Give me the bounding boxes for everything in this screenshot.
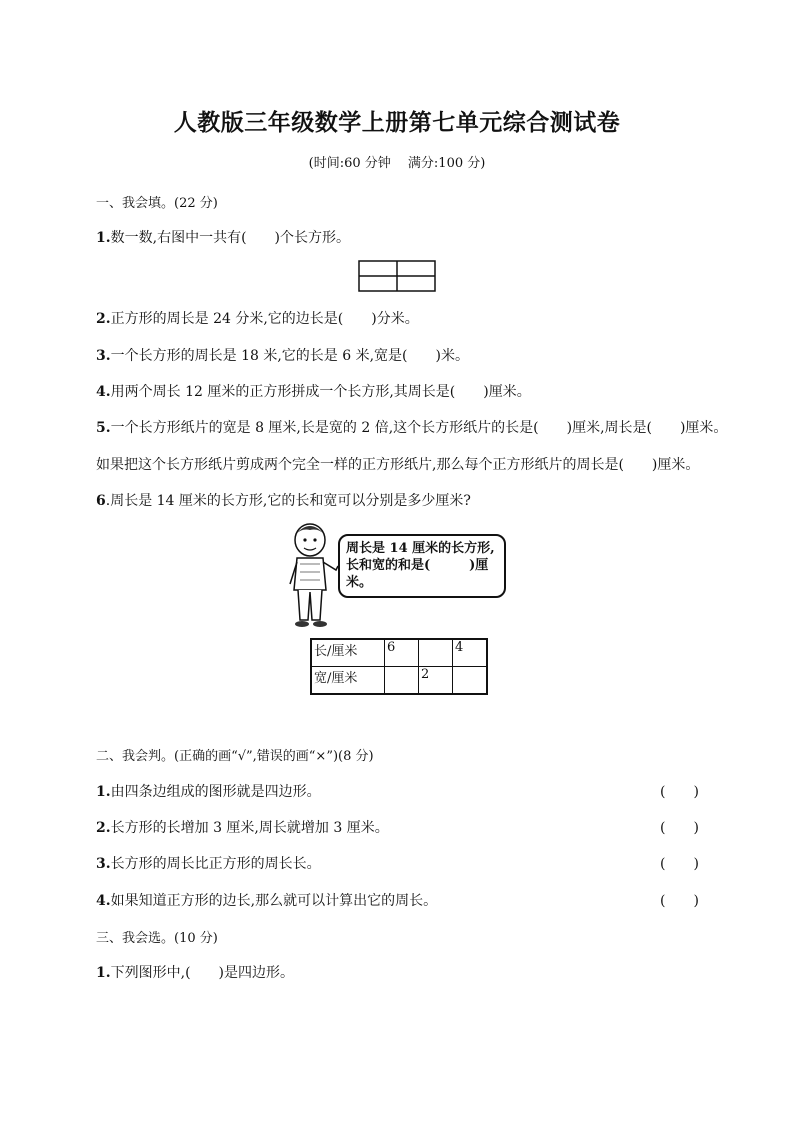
question-text: 如果知道正方形的边长,那么就可以计算出它的周长。 (110, 893, 438, 909)
question-1-1 (96, 227, 350, 247)
table-cell (385, 667, 419, 695)
question-number: 2. (96, 311, 111, 327)
question-text: 正方形的周长是 24 分米,它的边长是( )分米。 (110, 311, 419, 327)
question-number: 5. (96, 420, 111, 436)
question-text: 长方形的周长比正方形的周长长。 (110, 856, 321, 872)
section3-heading: 三、我会选。(10 分) (96, 931, 218, 946)
question-1-5 (96, 417, 727, 437)
table-cell: 宽/厘米 (311, 667, 385, 695)
length-width-table (310, 638, 488, 695)
question-2-4 (96, 890, 437, 910)
question-text: .周长是 14 厘米的长方形,它的长和宽可以分别是多少厘米? (105, 493, 471, 509)
answer-parentheses: ( ) (660, 856, 699, 872)
answer-parentheses: ( ) (660, 784, 699, 800)
table-cell (419, 639, 453, 667)
table-cell: 4 (453, 639, 488, 667)
question-1-2 (96, 308, 419, 328)
question-text: 用两个周长 12 厘米的正方形拼成一个长方形,其周长是( )厘米。 (110, 384, 531, 400)
answer-parentheses: ( ) (660, 820, 699, 836)
question-text: 一个长方形纸片的宽是 8 厘米,长是宽的 2 倍,这个长方形纸片的长是( )厘米,周长是( )厘米。 (110, 420, 728, 436)
boy-illustration (280, 520, 342, 630)
answer-parentheses: ( ) (660, 893, 699, 909)
table-cell (453, 667, 488, 695)
question-1-4 (96, 381, 531, 401)
table-cell: 6 (385, 639, 419, 667)
question-number: 2. (96, 820, 111, 836)
question-number: 3. (96, 856, 111, 872)
question-1-6 (96, 490, 471, 510)
question-2-3 (96, 853, 321, 873)
question-3-1 (96, 962, 294, 982)
question-number: 1. (96, 965, 111, 981)
table-row (311, 667, 487, 695)
rectangle-figure (358, 260, 436, 292)
question-2-1 (96, 781, 321, 801)
question-1-5-line2: 如果把这个长方形纸片剪成两个完全一样的正方形纸片,那么每个正方形纸片的周长是( )厘米。 (96, 457, 700, 473)
table-row (311, 639, 487, 667)
exam-info: (时间:60 分钟 满分:100 分) (308, 156, 486, 171)
question-number: 3. (96, 348, 111, 364)
table-cell: 2 (419, 667, 453, 695)
question-text: 由四条边组成的图形就是四边形。 (110, 784, 321, 800)
section1-heading: 一、我会填。(22 分) (96, 196, 218, 211)
question-text: 数一数,右图中一共有( )个长方形。 (110, 230, 350, 246)
question-text: 长方形的长增加 3 厘米,周长就增加 3 厘米。 (110, 820, 389, 836)
question-number: 6 (96, 493, 106, 509)
question-text: 下列图形中,( )是四边形。 (110, 965, 294, 981)
speech-bubble: 周长是 14 厘米的长方形,长和宽的和是( )厘米。 (338, 534, 506, 598)
section2-heading: 二、我会判。(正确的画“√”,错误的画“×”)(8 分) (96, 749, 374, 764)
question-number: 1. (96, 784, 111, 800)
question-2-2 (96, 817, 389, 837)
question-text: 一个长方形的周长是 18 米,它的长是 6 米,宽是( )米。 (110, 348, 469, 364)
table-cell: 长/厘米 (311, 639, 385, 667)
question-number: 4. (96, 384, 111, 400)
page-title: 人教版三年级数学上册第七单元综合测试卷 (173, 109, 621, 136)
question-number: 1. (96, 230, 111, 246)
question-number: 4. (96, 893, 111, 909)
question-1-3 (96, 345, 469, 365)
